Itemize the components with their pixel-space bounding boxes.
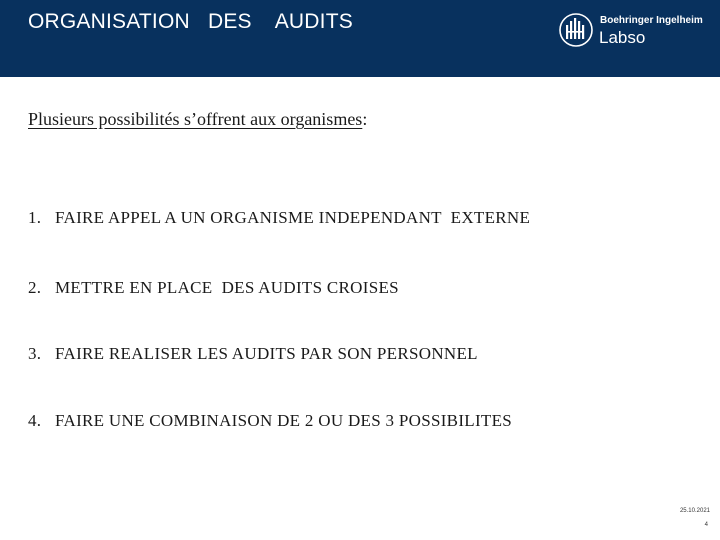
footer-date: 25.10.2021 xyxy=(679,508,710,514)
boehringer-ingelheim-logo-icon xyxy=(558,12,594,48)
list-item xyxy=(28,208,530,228)
intro-suffix: : xyxy=(362,109,368,129)
list-item xyxy=(28,278,399,298)
company-logo xyxy=(558,12,708,52)
slide-title: ORGANISATION DES AUDITS xyxy=(28,10,353,33)
list-item-number: 1. xyxy=(28,208,42,227)
list-item xyxy=(28,411,512,431)
list-item-number: 2. xyxy=(28,278,42,297)
logo-company-name: Boehringer Ingelheim xyxy=(600,15,703,26)
slide-header xyxy=(0,0,720,77)
list-item-text: METTRE EN PLACE DES AUDITS CROISES xyxy=(55,278,399,297)
list-item-text: FAIRE REALISER LES AUDITS PAR SON PERSONNEL xyxy=(55,344,478,363)
intro-text xyxy=(28,109,367,130)
list-item-number: 3. xyxy=(28,344,42,363)
page-number: 4 xyxy=(704,522,708,528)
list-item-text: FAIRE APPEL A UN ORGANISME INDEPENDANT EXTERNE xyxy=(55,208,531,227)
intro-underlined: Plusieurs possibilités s’offrent aux organismes xyxy=(28,109,363,129)
list-item xyxy=(28,344,478,364)
list-item-text: FAIRE UNE COMBINAISON DE 2 OU DES 3 POSSIBILITES xyxy=(55,411,513,430)
list-item-number: 4. xyxy=(28,411,42,430)
logo-subtitle: Labso xyxy=(599,28,646,47)
